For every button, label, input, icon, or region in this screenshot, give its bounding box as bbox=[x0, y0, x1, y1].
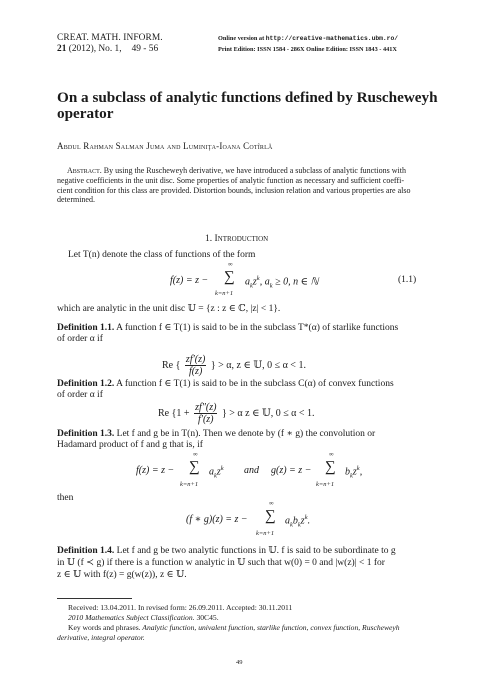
def13-g-lhs: g(z) = z − bbox=[271, 465, 312, 476]
footnote-rule bbox=[57, 598, 132, 599]
abstract-label: Abstract. bbox=[67, 166, 102, 175]
def13-g-sigma: ∑ bbox=[325, 459, 336, 475]
eq1-sigma: ∑ bbox=[224, 269, 235, 285]
keywords-line2: derivative, integral operator. bbox=[57, 633, 145, 642]
print-edition: Print Edition: ISSN 1584 - 286X Online Edition: ISSN 1843 - 441X bbox=[218, 46, 397, 53]
eq1-number: (1.1) bbox=[398, 275, 417, 285]
abstract: Abstract. By using the Ruscheweyh derivative, we have introduced a subclass of analytic functions with negative coefficients in the unit disc. Some properties of analytic function as necessary and sufficient coeffi- cient condition for this class are provided. Distortion bounds, inclusion relation and various properties are also determined. bbox=[57, 166, 411, 205]
def13-g-term: $b_kz^k$, bbox=[345, 465, 363, 480]
def12-line2: of order α if bbox=[57, 390, 103, 400]
online-version: Online version at http://creative-mathematics.ubm.ro/ bbox=[218, 35, 399, 42]
def13-line1: Definition 1.3. Let f and g be in T(n). Then we denote by (f ∗ g) the convolution or bbox=[57, 429, 376, 439]
def11-formula: Re { $\frac{zf'(z)}{f(z)}$ } > α, z ∈ 𝕌, 0 ≤ α < 1. bbox=[162, 354, 306, 377]
analytic-line: which are analytic in the unit disc 𝕌 = {z : z ∈ ℂ, |z| < 1}. bbox=[57, 304, 281, 314]
online-url[interactable]: http://creative-mathematics.ubm.ro/ bbox=[265, 35, 399, 42]
keywords-line1: Key words and phrases. Analytic function, univalent function, starlike function, convex function, Ruscheweyh bbox=[68, 623, 400, 632]
page-number: 49 bbox=[236, 659, 243, 666]
def13-line2: Hadamard product of f and g that is, if bbox=[57, 440, 203, 450]
paper-title: On a subclass of analytic functions defined by Ruscheweyh operator bbox=[57, 89, 438, 122]
def12-formula: Re {1 + $\frac{zf''(z)}{f'(z)}$ } > α z ∈ 𝕌, 0 ≤ α < 1. bbox=[158, 402, 315, 425]
eq1-lhs: f(z) = z − bbox=[170, 275, 209, 286]
paper-page: CREAT. MATH. INFORM. 21 (2012), No. 1, 49 - 56 Online version at http://creative-mathematics.ubm.ro/ Print Edition: ISSN 1584 - 286X Online Edition: ISSN 1843 - 441X On a subclass of analytic functions defined by Ruscheweyh operator Abdul Rahman Salman Juma and Luminiţa-Ioana Cotîrlă Abstract. By using the Ruscheweyh derivative, we have introduced a subclass of analytic functions with negative coefficients in the unit disc. Some properties of analytic function as necessary and sufficient coeffi- cient condition for this class are provided. Distortion bounds, inclusion relation and various properties are also determined. 1. Introduction Let T(n) denote the class of functions of the form f(z) = z − ∞ ∑ k=n+1 $a_kz^k$, $a_k \ge 0$, n ∈ ℕ (1.1) which are analytic in the unit disc 𝕌 = {z : z ∈ ℂ, |z| < 1}. Definition 1.1. A function f ∈ T(1) is said to be in the subclass T*(α) of starlike functions of order α if Re { $\frac{zf'(z)}{f(z)}$ } > α, z ∈ 𝕌, 0 ≤ α < 1. Definition 1.2. A function f ∈ T(1) is said to be in the subclass C(α) of convex functions of order α if Re {1 + $\frac{zf''(z)}{f'(z)}$ } > α z ∈ 𝕌, 0 ≤ α < 1. Definition 1.3. Let f and g be in T(n). Then we denote by (f ∗ g) the convolution or Hadamard product of f and g that is, if f(z) = z − ∞ ∑ k=n+1 $a_kz^k$ and g(z) = z − ∞ ∑ k=n+1 $b_kz^k$, then (f ∗ g)(z) = z − ∞ ∑ k=n+1 $a_kb_kz^k$. Definition 1.4. Let f and g be two analytic functions in 𝕌. f is said to be subordinate to g in 𝕌 (f ≺ g) if there is a function w analytic in 𝕌 such that w(0) = 0 and |w(z)| < 1 for z ∈ 𝕌 with f(z) = g(w(z)), z ∈ 𝕌. Received: 13.04.2011. In revised form: 26.09.2011. Accepted: 30.11.2011 2010 Mathematics Subject Classification. 30C45. Key words and phrases. Analytic function, univalent function, starlike function, convex function, Ruscheweyh derivative, integral operator. 49 bbox=[57, 33, 438, 666]
year-issue: (2012), No. 1, bbox=[66, 44, 122, 54]
def11-line1: Definition 1.1. A function f ∈ T(1) is said to be in the subclass T*(α) of starlike functions bbox=[57, 323, 399, 333]
eq1-sum-lower: k=n+1 bbox=[215, 290, 234, 297]
def13-then: then bbox=[57, 493, 74, 503]
def13-f-term: $a_kz^k$ bbox=[209, 465, 224, 480]
page-range: 49 - 56 bbox=[131, 44, 159, 54]
def13-f-lhs: f(z) = z − bbox=[136, 465, 175, 476]
def13-conv-term: $a_kb_kz^k$. bbox=[285, 514, 311, 529]
received-dates: Received: 13.04.2011. In revised form: 26.09.2011. Accepted: 30.11.2011 bbox=[68, 603, 293, 612]
def14-line3: z ∈ 𝕌 with f(z) = g(w(z)), z ∈ 𝕌. bbox=[57, 570, 187, 580]
section-heading: 1. Introduction bbox=[205, 234, 269, 244]
eq1-sum-upper: ∞ bbox=[228, 261, 233, 268]
authors: Abdul Rahman Salman Juma and Luminiţa-Ioana Cotîrlă bbox=[57, 141, 273, 151]
def13-and: and bbox=[244, 465, 259, 476]
def13-conv-sigma: ∑ bbox=[265, 508, 276, 524]
def14-line2: in 𝕌 (f ≺ g) if there is a function w analytic in 𝕌 such that w(0) = 0 and |w(z)| < 1 for bbox=[57, 558, 385, 568]
eq1-term: $a_kz^k$, $a_k \ge 0$, n ∈ ℕ bbox=[245, 275, 319, 290]
def11-line2: of order α if bbox=[57, 334, 103, 344]
volume-line bbox=[57, 44, 158, 54]
def14-line1: Definition 1.4. Let f and g be two analytic functions in 𝕌. f is said to be subordinate to g bbox=[57, 546, 396, 556]
volume-number: 21 bbox=[57, 44, 67, 54]
journal-name: CREAT. MATH. INFORM. bbox=[57, 33, 163, 43]
intro-line: Let T(n) denote the class of functions of the form bbox=[68, 250, 256, 260]
def12-line1: Definition 1.2. A function f ∈ T(1) is said to be in the subclass C(α) of convex functions bbox=[57, 379, 394, 389]
def13-conv-lhs: (f ∗ g)(z) = z − bbox=[186, 514, 248, 525]
def13-f-sigma: ∑ bbox=[189, 459, 200, 475]
msc: 2010 Mathematics Subject Classification. 30C45. bbox=[68, 613, 219, 622]
